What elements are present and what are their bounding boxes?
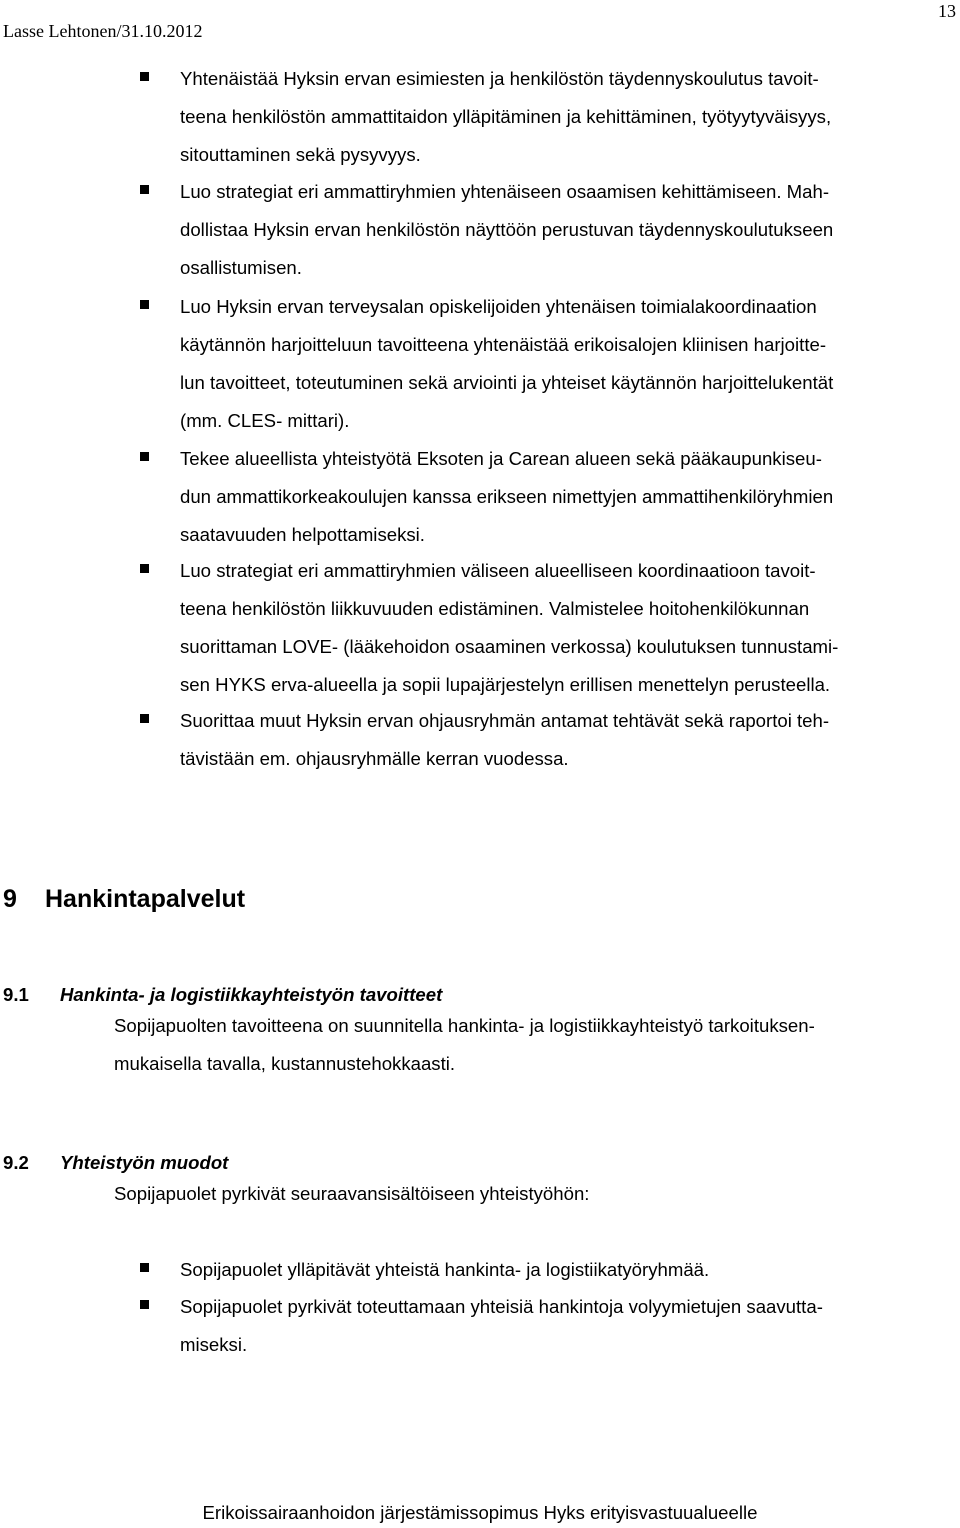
list-item-line: teena henkilöstön liikkuvuuden edistäminen. Valmistelee hoitohenkilökunnan xyxy=(180,598,810,619)
list-item-line: Luo strategiat eri ammattiryhmien väliseen alueelliseen koordinaatioon tavoit- xyxy=(180,560,816,581)
list-item-line: osallistumisen. xyxy=(180,257,302,278)
page-number: 13 xyxy=(938,1,956,21)
list-item-line: dun ammattikorkeakoulujen kanssa erikseen nimettyjen ammattihenkilöryhmien xyxy=(180,486,834,507)
list-item-line: saatavuuden helpottamiseksi. xyxy=(180,524,425,545)
paragraph-line: mukaisella tavalla, kustannustehokkaasti. xyxy=(114,1053,456,1074)
list-item-line: käytännön harjoitteluun tavoitteena yhtenäistää erikoisalojen kliinisen harjoitte- xyxy=(180,334,827,355)
section-number: 9 xyxy=(3,885,17,913)
list-item-line: suorittaman LOVE- (lääkehoidon osaaminen verkossa) koulutuksen tunnustami- xyxy=(180,636,839,657)
subsection-title: Yhteistyön muodot xyxy=(60,1152,229,1173)
subsection-title: Hankinta- ja logistiikkayhteistyön tavoitteet xyxy=(60,984,443,1005)
paragraph-line: Sopijapuolet pyrkivät seuraavansisältöiseen yhteistyöhön: xyxy=(114,1183,590,1204)
header-author-date: Lasse Lehtonen/31.10.2012 xyxy=(3,21,203,41)
list-item-line: sitouttaminen sekä pysyvyys. xyxy=(180,144,421,165)
list-item xyxy=(180,60,958,174)
square-bullet-icon xyxy=(140,184,150,198)
square-bullet-icon xyxy=(140,713,150,727)
list-item-line: tävistään em. ohjausryhmälle kerran vuodessa. xyxy=(180,748,569,769)
list-item xyxy=(180,288,958,440)
list-item xyxy=(180,702,958,778)
list-item-line: dollistaa Hyksin ervan henkilöstön näyttöön perustuvan täydennyskoulutukseen xyxy=(180,219,834,240)
square-bullet-icon xyxy=(140,1299,150,1313)
list-item-line: Luo strategiat eri ammattiryhmien yhtenäiseen osaamisen kehittämiseen. Mah- xyxy=(180,181,830,202)
list-item xyxy=(180,1251,958,1289)
list-item-line: Sopijapuolet ylläpitävät yhteistä hankinta- ja logistiikatyöryhmää. xyxy=(180,1259,710,1280)
list-item-line: Suorittaa muut Hyksin ervan ohjausryhmän antamat tehtävät sekä raportoi teh- xyxy=(180,710,830,731)
list-item-line: miseksi. xyxy=(180,1334,248,1355)
paragraph-line: Sopijapuolten tavoitteena on suunnitella hankinta- ja logistiikkayhteistyö tarkoituksen- xyxy=(114,1015,815,1036)
paragraph xyxy=(114,1175,589,1213)
subsection-number: 9.1 xyxy=(3,984,29,1005)
list-item xyxy=(180,173,958,287)
subsection-number: 9.2 xyxy=(3,1152,29,1173)
page-footer: Erikoissairaanhoidon järjestämissopimus Hyks erityisvastuualueelle xyxy=(202,1502,758,1523)
list-item xyxy=(180,440,958,554)
square-bullet-icon xyxy=(140,1262,150,1276)
square-bullet-icon xyxy=(140,563,150,577)
list-item-line: Tekee alueellista yhteistyötä Eksoten ja Carean alueen sekä pääkaupunkiseu- xyxy=(180,448,822,469)
list-item-line: Luo Hyksin ervan terveysalan opiskelijoiden yhtenäisen toimialakoordinaation xyxy=(180,296,817,317)
square-bullet-icon xyxy=(140,451,150,465)
square-bullet-icon xyxy=(140,71,150,85)
list-item-line: Sopijapuolet pyrkivät toteuttamaan yhteisiä hankintoja volyymietujen saavutta- xyxy=(180,1296,823,1317)
list-item xyxy=(180,1288,958,1364)
subsection-heading xyxy=(3,1148,228,1178)
paragraph xyxy=(114,1007,815,1083)
list-item-line: teena henkilöstön ammattitaidon ylläpitäminen ja kehittäminen, työtyytyväisyys, xyxy=(180,106,832,127)
section-heading xyxy=(3,880,245,918)
list-item-line: Yhtenäistää Hyksin ervan esimiesten ja henkilöstön täydennyskoulutus tavoit- xyxy=(180,68,819,89)
list-item-line: (mm. CLES- mittari). xyxy=(180,410,350,431)
list-item xyxy=(180,552,958,704)
list-item-line: lun tavoitteet, toteutuminen sekä arviointi ja yhteiset käytännön harjoittelukentät xyxy=(180,372,834,393)
subsection-heading xyxy=(3,980,442,1010)
list-item-line: sen HYKS erva-alueella ja sopii lupajärjestelyn erillisen menettelyn perusteella. xyxy=(180,674,831,695)
section-title: Hankintapalvelut xyxy=(45,885,246,913)
square-bullet-icon xyxy=(140,299,150,313)
